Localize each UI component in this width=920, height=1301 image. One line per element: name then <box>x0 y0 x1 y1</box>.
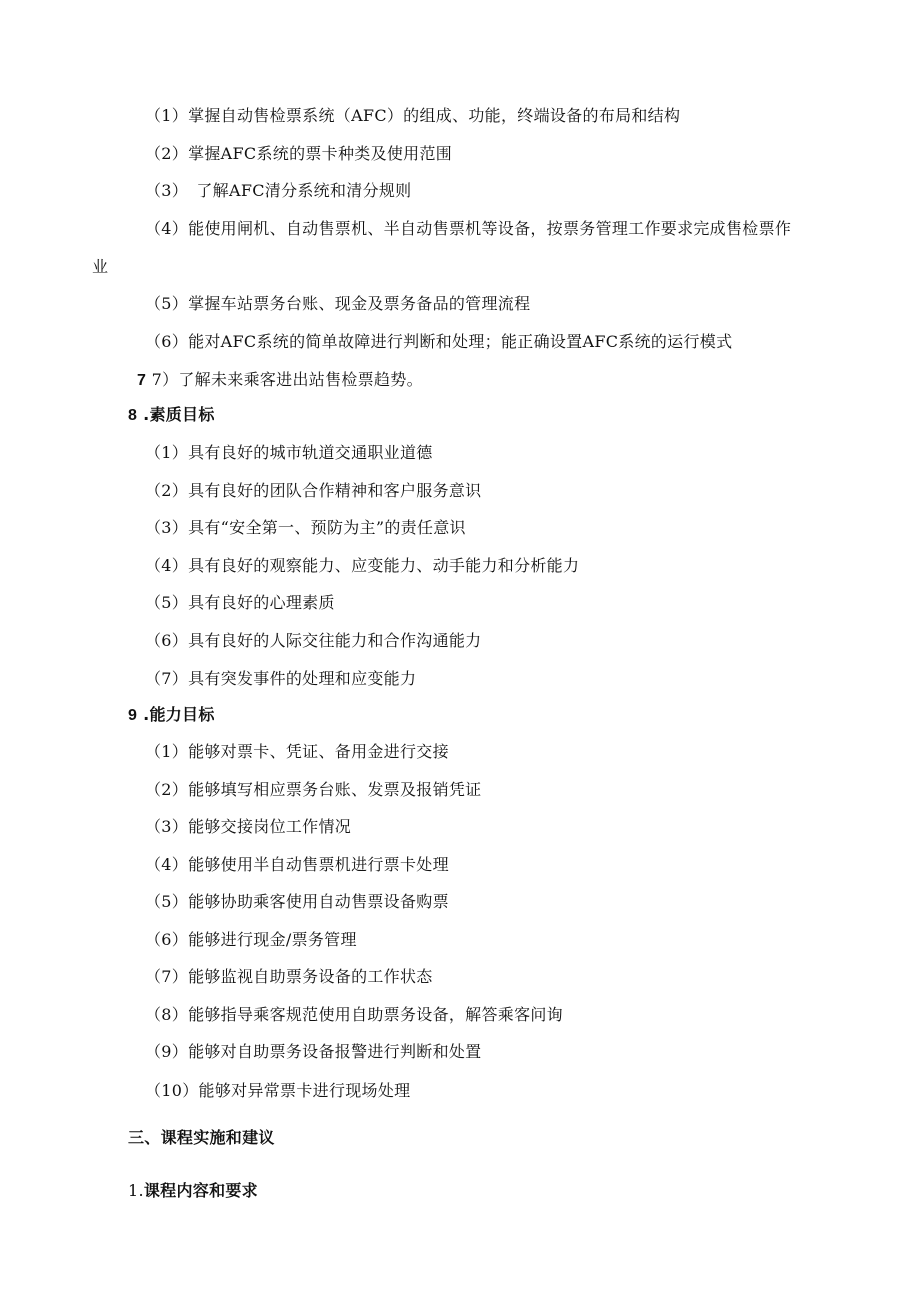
heading-number: 9 <box>128 707 138 724</box>
ability-item: （3）能够交接岗位工作情况 <box>145 817 352 836</box>
subsection-title <box>128 1181 258 1201</box>
quality-item: （5）具有良好的心理素质 <box>145 593 335 612</box>
quality-item: （3）具有“安全第一、预防为主”的责任意识 <box>145 518 466 537</box>
subsection-text: 课程内容和要求 <box>143 1181 258 1200</box>
ability-item: （9）能够对自助票务设备报警进行判断和处置 <box>145 1042 482 1061</box>
ability-item: （7）能够监视自助票务设备的工作状态 <box>145 967 433 986</box>
quality-item: （7）具有突发事件的处理和应变能力 <box>145 669 417 688</box>
item-text: 7）了解未来乘客进出站售检票趋势。 <box>151 370 423 389</box>
ability-item: （5）能够协助乘客使用自动售票设备购票 <box>145 892 449 911</box>
section-heading-quality <box>128 405 215 426</box>
ability-item: （1）能够对票卡、凭证、备用金进行交接 <box>145 742 449 761</box>
quality-item: （2）具有良好的团队合作精神和客户服务意识 <box>145 481 482 500</box>
heading-number: 8 <box>128 407 138 424</box>
goal-item: （6）能对AFC系统的简单故障进行判断和处理；能正确设置AFC系统的运行模式 <box>145 332 733 351</box>
goal-item: （4）能使用闸机、自动售票机、半自动售票机等设备，按票务管理工作要求完成售检票作 <box>145 219 792 238</box>
section-title: 三、课程实施和建议 <box>128 1128 275 1147</box>
quality-item: （1）具有良好的城市轨道交通职业道德 <box>145 443 433 462</box>
ability-item: （2）能够填写相应票务台账、发票及报销凭证 <box>145 780 482 799</box>
ability-item: （8）能够指导乘客规范使用自助票务设备，解答乘客问询 <box>145 1005 563 1024</box>
item-number: 7 <box>137 372 147 389</box>
goal-item: （1）掌握自动售检票系统（AFC）的组成、功能，终端设备的布局和结构 <box>145 106 681 125</box>
goal-item-7 <box>137 370 423 391</box>
goal-item: （3） 了解AFC清分系统和清分规则 <box>145 181 412 200</box>
quality-item: （6）具有良好的人际交往能力和合作沟通能力 <box>145 631 482 650</box>
quality-item: （4）具有良好的观察能力、应变能力、动手能力和分析能力 <box>145 556 580 575</box>
section-heading-ability <box>128 705 215 726</box>
goal-item-continuation: 业 <box>92 257 109 276</box>
ability-item: （10）能够对异常票卡进行现场处理 <box>145 1081 411 1100</box>
heading-title: .素质目标 <box>143 405 215 424</box>
goal-item: （2）掌握AFC系统的票卡种类及使用范围 <box>145 144 453 163</box>
ability-item: （4）能够使用半自动售票机进行票卡处理 <box>145 855 449 874</box>
ability-item: （6）能够进行现金/票务管理 <box>145 930 357 949</box>
goal-item: （5）掌握车站票务台账、现金及票务备品的管理流程 <box>145 294 531 313</box>
heading-title: .能力目标 <box>143 705 215 724</box>
subsection-number: 1. <box>128 1181 144 1200</box>
